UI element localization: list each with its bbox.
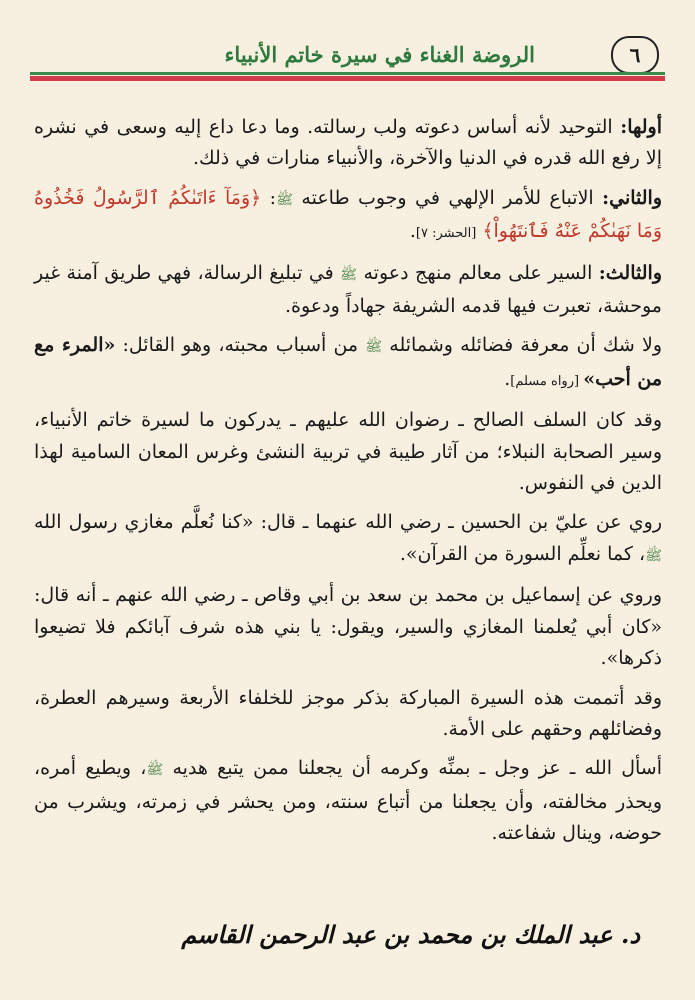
header-rule-red xyxy=(30,76,665,81)
quran-verse: ﴿وَمَآ ءَاتَىٰكُمُ ٱلرَّسُولُ فَخُذُوهُ وَمَا نَهَىٰكُمْ عَنْهُ فَٱنتَهُواْ﴾ xyxy=(34,186,662,243)
paragraph-7 xyxy=(34,580,662,674)
paragraph-lead: أولها: xyxy=(620,116,662,138)
paragraph-text: في تبليغ الرسالة، فهي طريق آمنة غير موحشة، تعبرت فيها قدمه الشريفة جهاداً ودعوة. xyxy=(34,261,662,318)
paragraph-8 xyxy=(34,683,662,746)
paragraph-text: ، كما نعلِّم السورة من القرآن». xyxy=(399,542,646,565)
book-title: الروضة الغناء في سيرة خاتم الأنبياء xyxy=(224,42,535,67)
honorific-symbol: ﷺ xyxy=(276,191,293,208)
paragraph-lead: والثاني: xyxy=(602,186,662,209)
paragraph-text: . xyxy=(504,367,511,390)
body-text xyxy=(34,112,662,858)
author-signature: د. عبد الملك بن محمد بن عبد الرحمن القاسم xyxy=(181,920,640,949)
paragraph-text: وقد كان السلف الصالح ـ رضوان الله عليهم ـ يدركون ما لسيرة خاتم الأنبياء، وسير الصحابة النبلاء؛ من آثار طيبة في تربية النشئ وغرس المعان السامية لهذا الدين في النفوس. xyxy=(34,409,662,495)
hadith-quote: «المرء مع من أحب» xyxy=(34,334,662,390)
page-header xyxy=(30,34,665,80)
paragraph-2: والثاني: الاتباع للأمر الإلهي في وجوب طاعته ﷺ: ﴿وَمَآ ءَاتَىٰكُمُ ٱلرَّسُولُ فَخُذُوهُ وَمَا نَهَىٰكُمْ عَنْهُ فَٱنتَهُواْ﴾ [الحشر: ٧]. xyxy=(34,186,662,243)
paragraph-text: ، ويطيع أمره، ويحذر مخالفته، وأن يجعلنا من أتباع سنته، ومن يحشر في زمرته، ويشرب من حوضه، وينال شفاعته. xyxy=(34,757,662,845)
paragraph-lead: والثالث: xyxy=(598,261,662,284)
honorific-symbol: ﷺ xyxy=(146,762,164,779)
page-number: ٦ xyxy=(611,36,659,74)
paragraph-1 xyxy=(34,112,662,175)
paragraph-text: ولا شك أن معرفة فضائله وشمائله xyxy=(382,334,663,357)
paragraph-text: أسأل الله ـ عز وجل ـ بمنِّه وكرمه أن يجعلنا ممن يتبع هديه xyxy=(163,757,662,780)
paragraph-9 xyxy=(34,753,662,849)
header-rule-green xyxy=(30,72,665,75)
honorific-symbol: ﷺ xyxy=(365,339,383,356)
honorific-symbol: ﷺ xyxy=(340,266,358,283)
paragraph-text: وروي عن إسماعيل بن محمد بن سعد بن أبي وقاص ـ رضي الله عنهم ـ أنه قال: «كان أبي يُعلمنا المغازي والسير، ويقول: يا بني هذه شرف آبائكم فلا تضيعوا ذكرها». xyxy=(34,584,662,670)
paragraph-3 xyxy=(34,258,662,323)
verse-reference: [الحشر: ٧] xyxy=(415,226,477,242)
paragraph-text: السير على معالم منهج دعوته xyxy=(357,261,599,284)
paragraph-text: روي عن عليّ بن الحسين ـ رضي الله عنهما ـ قال: «كنا نُعلَّم مغازي رسول الله xyxy=(34,511,662,534)
paragraph-6 xyxy=(34,507,662,572)
honorific-symbol: ﷺ xyxy=(645,547,662,564)
paragraph-text: من أسباب محبته، وهو القائل: xyxy=(115,334,366,357)
paragraph-text: وقد أتممت هذه السيرة المباركة بذكر موجز للخلفاء الأربعة وسيرهم العطرة، وفضائلهم وحقهم على الأمة. xyxy=(34,686,662,740)
paragraph-text: . xyxy=(409,220,416,243)
paragraph-text: الاتباع للأمر الإلهي في وجوب طاعته xyxy=(293,186,603,209)
paragraph-text: التوحيد لأنه أساس دعوته ولب رسالته. وما دعا داع إليه وسعى في نشره إلا رفع الله قدره في الدنيا والآخرة، والأنبياء منارات في ذلك. xyxy=(34,116,662,170)
paragraph-4 xyxy=(34,330,662,397)
paragraph-5 xyxy=(34,405,662,499)
hadith-reference: [رواه مسلم] xyxy=(510,373,584,389)
